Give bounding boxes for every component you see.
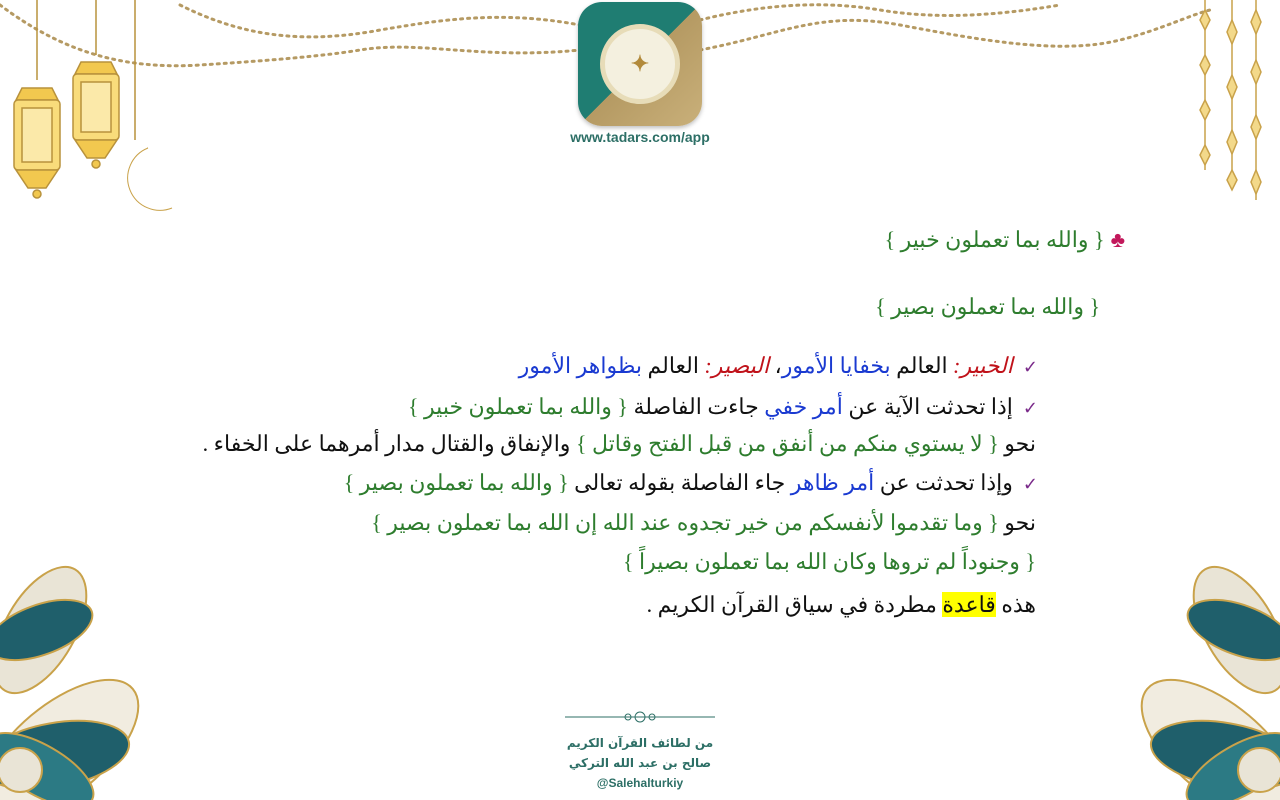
flower-ornament-left bbox=[0, 520, 180, 800]
line-visible-example-2: { وجنوداً لم تروها وكان الله بما تعملون بصيراً } bbox=[622, 549, 1036, 574]
lantern-icon bbox=[0, 0, 190, 215]
line-visible-matter: ✓وإذا تحدثت عن أمر ظاهر جاء الفاصلة بقوله تعالى { والله بما تعملون بصير } bbox=[343, 470, 1038, 495]
heading-khabir: ♣{ والله بما تعملون خبير } bbox=[884, 227, 1125, 252]
footer bbox=[540, 708, 740, 790]
check-mark-icon: ✓ bbox=[1022, 474, 1038, 495]
check-mark-icon: ✓ bbox=[1022, 398, 1038, 419]
highlighted-word: قاعدة bbox=[942, 592, 996, 617]
footer-author: صالح بن عبد الله التركي bbox=[568, 756, 712, 770]
club-icon: ♣ bbox=[1110, 227, 1125, 252]
tadars-logo bbox=[578, 2, 702, 126]
heading-basir: { والله بما تعملون بصير } bbox=[875, 294, 1100, 319]
line-definitions: ✓الخبير: العالم بخفايا الأمور، البصير: العالم بظواهر الأمور bbox=[518, 353, 1038, 378]
check-mark-icon: ✓ bbox=[1022, 357, 1038, 378]
logo-emblem: ✦ bbox=[600, 24, 680, 104]
crescent-moon-icon bbox=[128, 148, 172, 210]
footer-handle: @Salehalturkiy bbox=[596, 776, 684, 790]
divider-ornament bbox=[560, 708, 720, 726]
footer-title: من لطائف القرآن الكريم bbox=[566, 736, 714, 750]
logo-url: www.tadars.com/app bbox=[570, 129, 710, 145]
line-hidden-example: نحو { لا يستوي منكم من أنفق من قبل الفتح وقاتل } والإنفاق والقتال مدار أمرهما على الخفاء . bbox=[202, 431, 1036, 456]
line-hidden-matter: ✓إذا تحدثت الآية عن أمر خفي جاءت الفاصلة { والله بما تعملون خبير } bbox=[407, 394, 1038, 419]
flower-ornament-right bbox=[1100, 520, 1280, 800]
line-rule: هذه قاعدة مطردة في سياق القرآن الكريم . bbox=[646, 592, 1036, 617]
line-visible-example-1: نحو { وما تقدموا لأنفسكم من خير تجدوه عند الله إن الله بما تعملون بصير } bbox=[371, 510, 1036, 535]
